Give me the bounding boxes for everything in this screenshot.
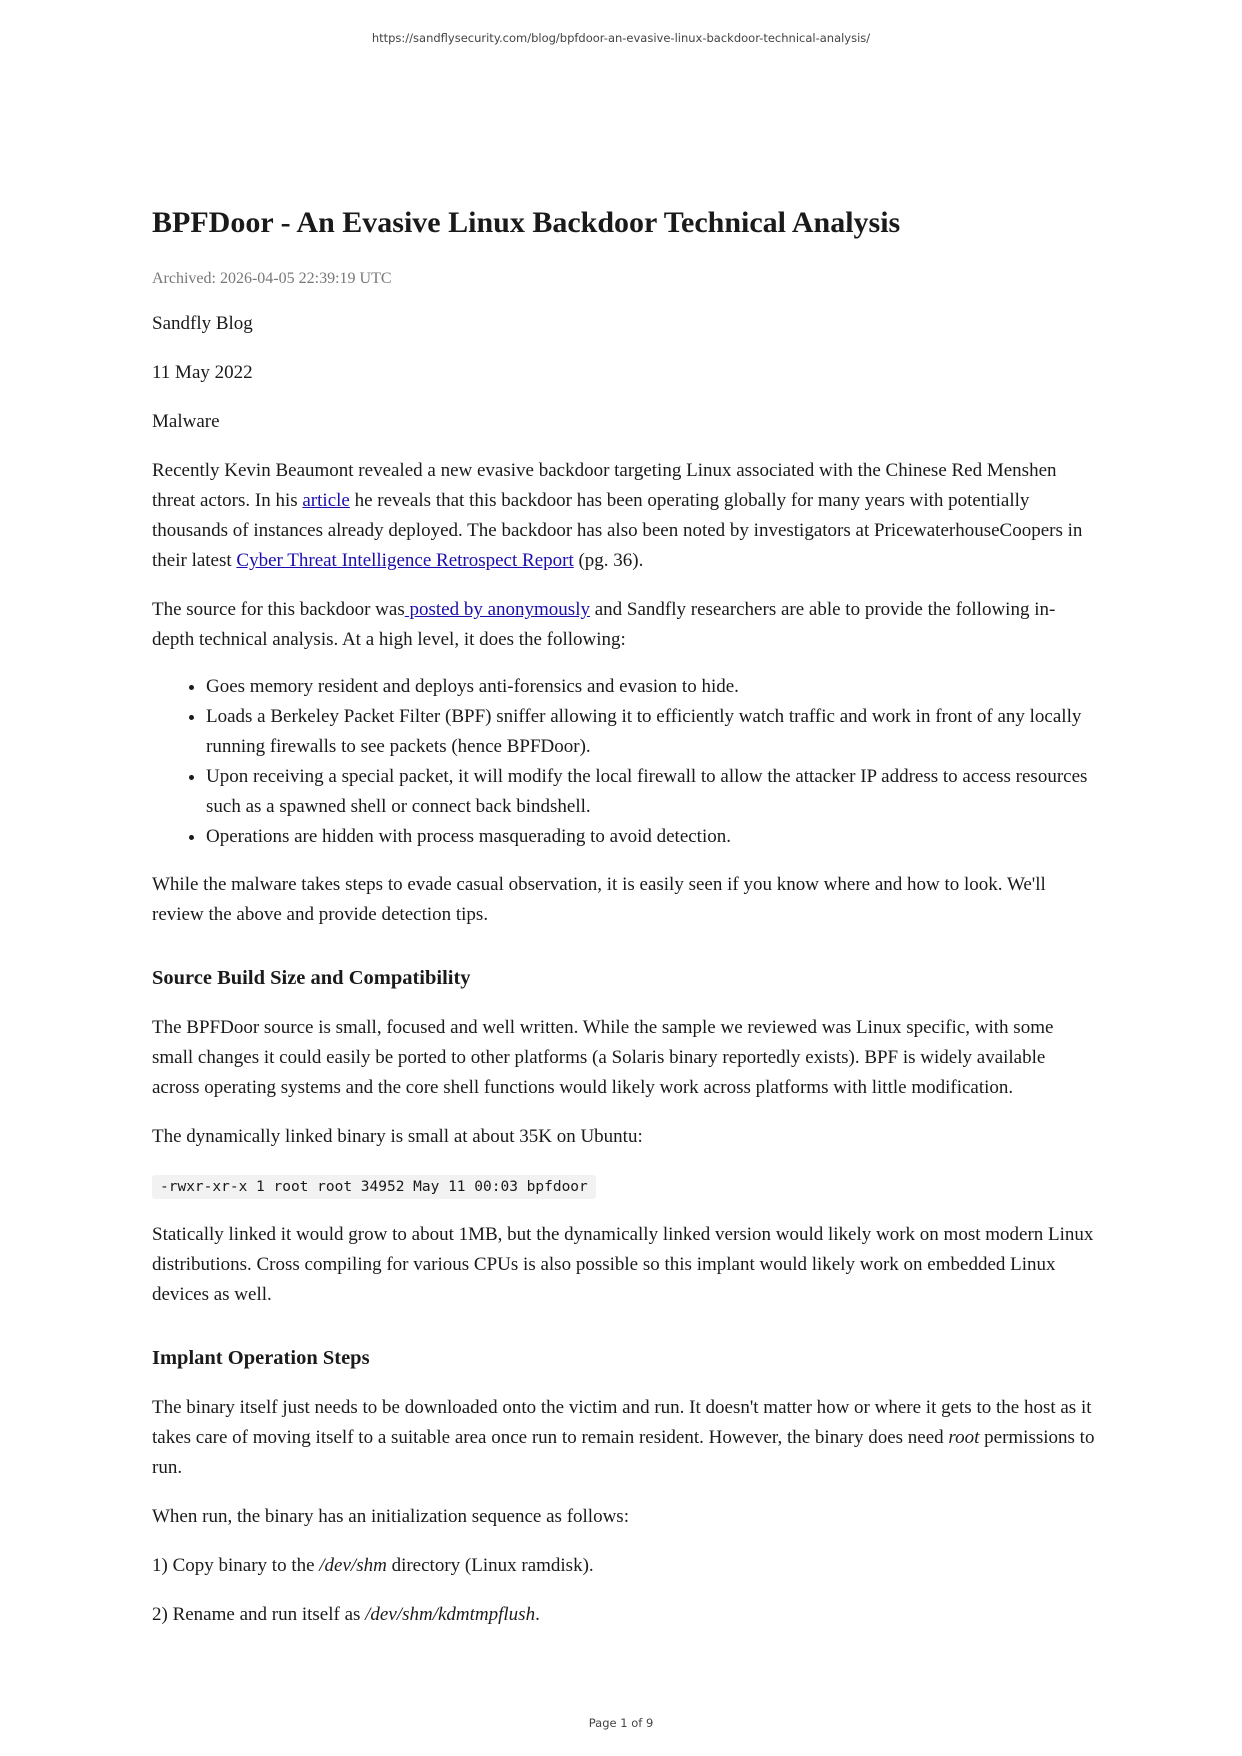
code-block [152,1171,1096,1202]
dev-shm-path: /dev/shm [319,1555,387,1576]
source-text-b: and Sandfly researchers are able to provide the following in-depth technical analysis. At a high level, it does the following: [152,599,1056,650]
section-heading-source: Source Build Size and Compatibility [152,967,471,989]
source-text-a: The source for this backdoor was [152,599,405,620]
implant-paragraph [152,1393,1096,1483]
step-1 [152,1551,1096,1581]
article-content [152,200,1096,1649]
implant-text-a: The binary itself just needs to be downloaded onto the victim and run. It doesn't matter how or where it gets to the host as it takes care of moving itself to a suitable area once run to remain resident. However, the binary does need [152,1397,1092,1448]
publish-date: 11 May 2022 [152,362,253,383]
intro-text-a: Recently Kevin Beaumont revealed a new evasive backdoor targeting Linux associated with the Chinese Red Menshen threat actors. In his [152,460,1057,511]
step-1-text-a: 1) Copy binary to the [152,1555,320,1576]
step-2-text-b: . [535,1604,540,1625]
section-heading-implant: Implant Operation Steps [152,1347,370,1369]
source-size-paragraph: The BPFDoor source is small, focused and well written. While the sample we reviewed was Linux specific, with some small changes it could easily be ported to other platforms (a Solaris binary reportedly exists). BPF is widely available across operating systems and the core shell functions would likely work across platforms with little modification. [152,1017,1054,1098]
detection-paragraph: While the malware takes steps to evade casual observation, it is easily seen if you know where and how to look. We'll review the above and provide detection tips. [152,874,1046,925]
step-2 [152,1600,1096,1630]
static-link-paragraph: Statically linked it would grow to about 1MB, but the dynamically linked version would likely work on most modern Linux distributions. Cross compiling for various CPUs is also possible so this implant would likely work on embedded Linux devices as well. [152,1224,1094,1305]
kdmtmpflush-path: /dev/shm/kdmtmpflush [365,1604,536,1625]
source-paragraph [152,595,1096,655]
page-url-header: https://sandflysecurity.com/blog/bpfdoor-an-evasive-linux-backdoor-technical-analysis/ [371,31,871,45]
step-2-text-a: 2) Rename and run itself as [152,1604,366,1625]
blog-name: Sandfly Blog [152,313,253,334]
list-item: • Operations are hidden with process masquerading to avoid detection. [206,822,1096,852]
anonymous-post-link[interactable]: posted by anonymously [404,599,590,620]
intro-text-c: (pg. 36). [573,550,644,571]
intro-text-b: he reveals that this backdoor has been operating globally for many years with potentially thousands of instances already deployed. The backdoor has also been noted by investigators at PricewaterhouseCoopers in their latest [152,490,1083,571]
category-label: Malware [152,411,220,432]
list-item: • Goes memory resident and deploys anti-forensics and evasion to hide. [206,672,1096,702]
intro-paragraph [152,456,1096,576]
page-number: Page 1 of 9 [588,1716,654,1730]
article-title: BPFDoor - An Evasive Linux Backdoor Technical Analysis [152,206,901,239]
init-sequence-paragraph: When run, the binary has an initialization sequence as follows: [152,1506,629,1527]
root-emphasis: root [948,1427,980,1448]
ls-output-code: -rwxr-xr-x 1 root root 34952 May 11 00:03 bpfdoor [152,1175,596,1199]
report-link[interactable]: Cyber Threat Intelligence Retrospect Report [236,550,574,571]
binary-size-paragraph: The dynamically linked binary is small at about 35K on Ubuntu: [152,1126,643,1147]
implant-text-b: permissions to run. [152,1427,1095,1478]
feature-list [152,672,1096,852]
archived-timestamp: Archived: 2026-04-05 22:39:19 UTC [152,270,392,287]
article-link[interactable]: article [302,490,350,511]
list-item: • Loads a Berkeley Packet Filter (BPF) sniffer allowing it to efficiently watch traffic and work in front of any locally running firewalls to see packets (hence BPFDoor). [206,702,1096,762]
step-1-text-b: directory (Linux ramdisk). [386,1555,594,1576]
list-item: • Upon receiving a special packet, it will modify the local firewall to allow the attacker IP address to access resources such as a spawned shell or connect back bindshell. [206,762,1096,822]
